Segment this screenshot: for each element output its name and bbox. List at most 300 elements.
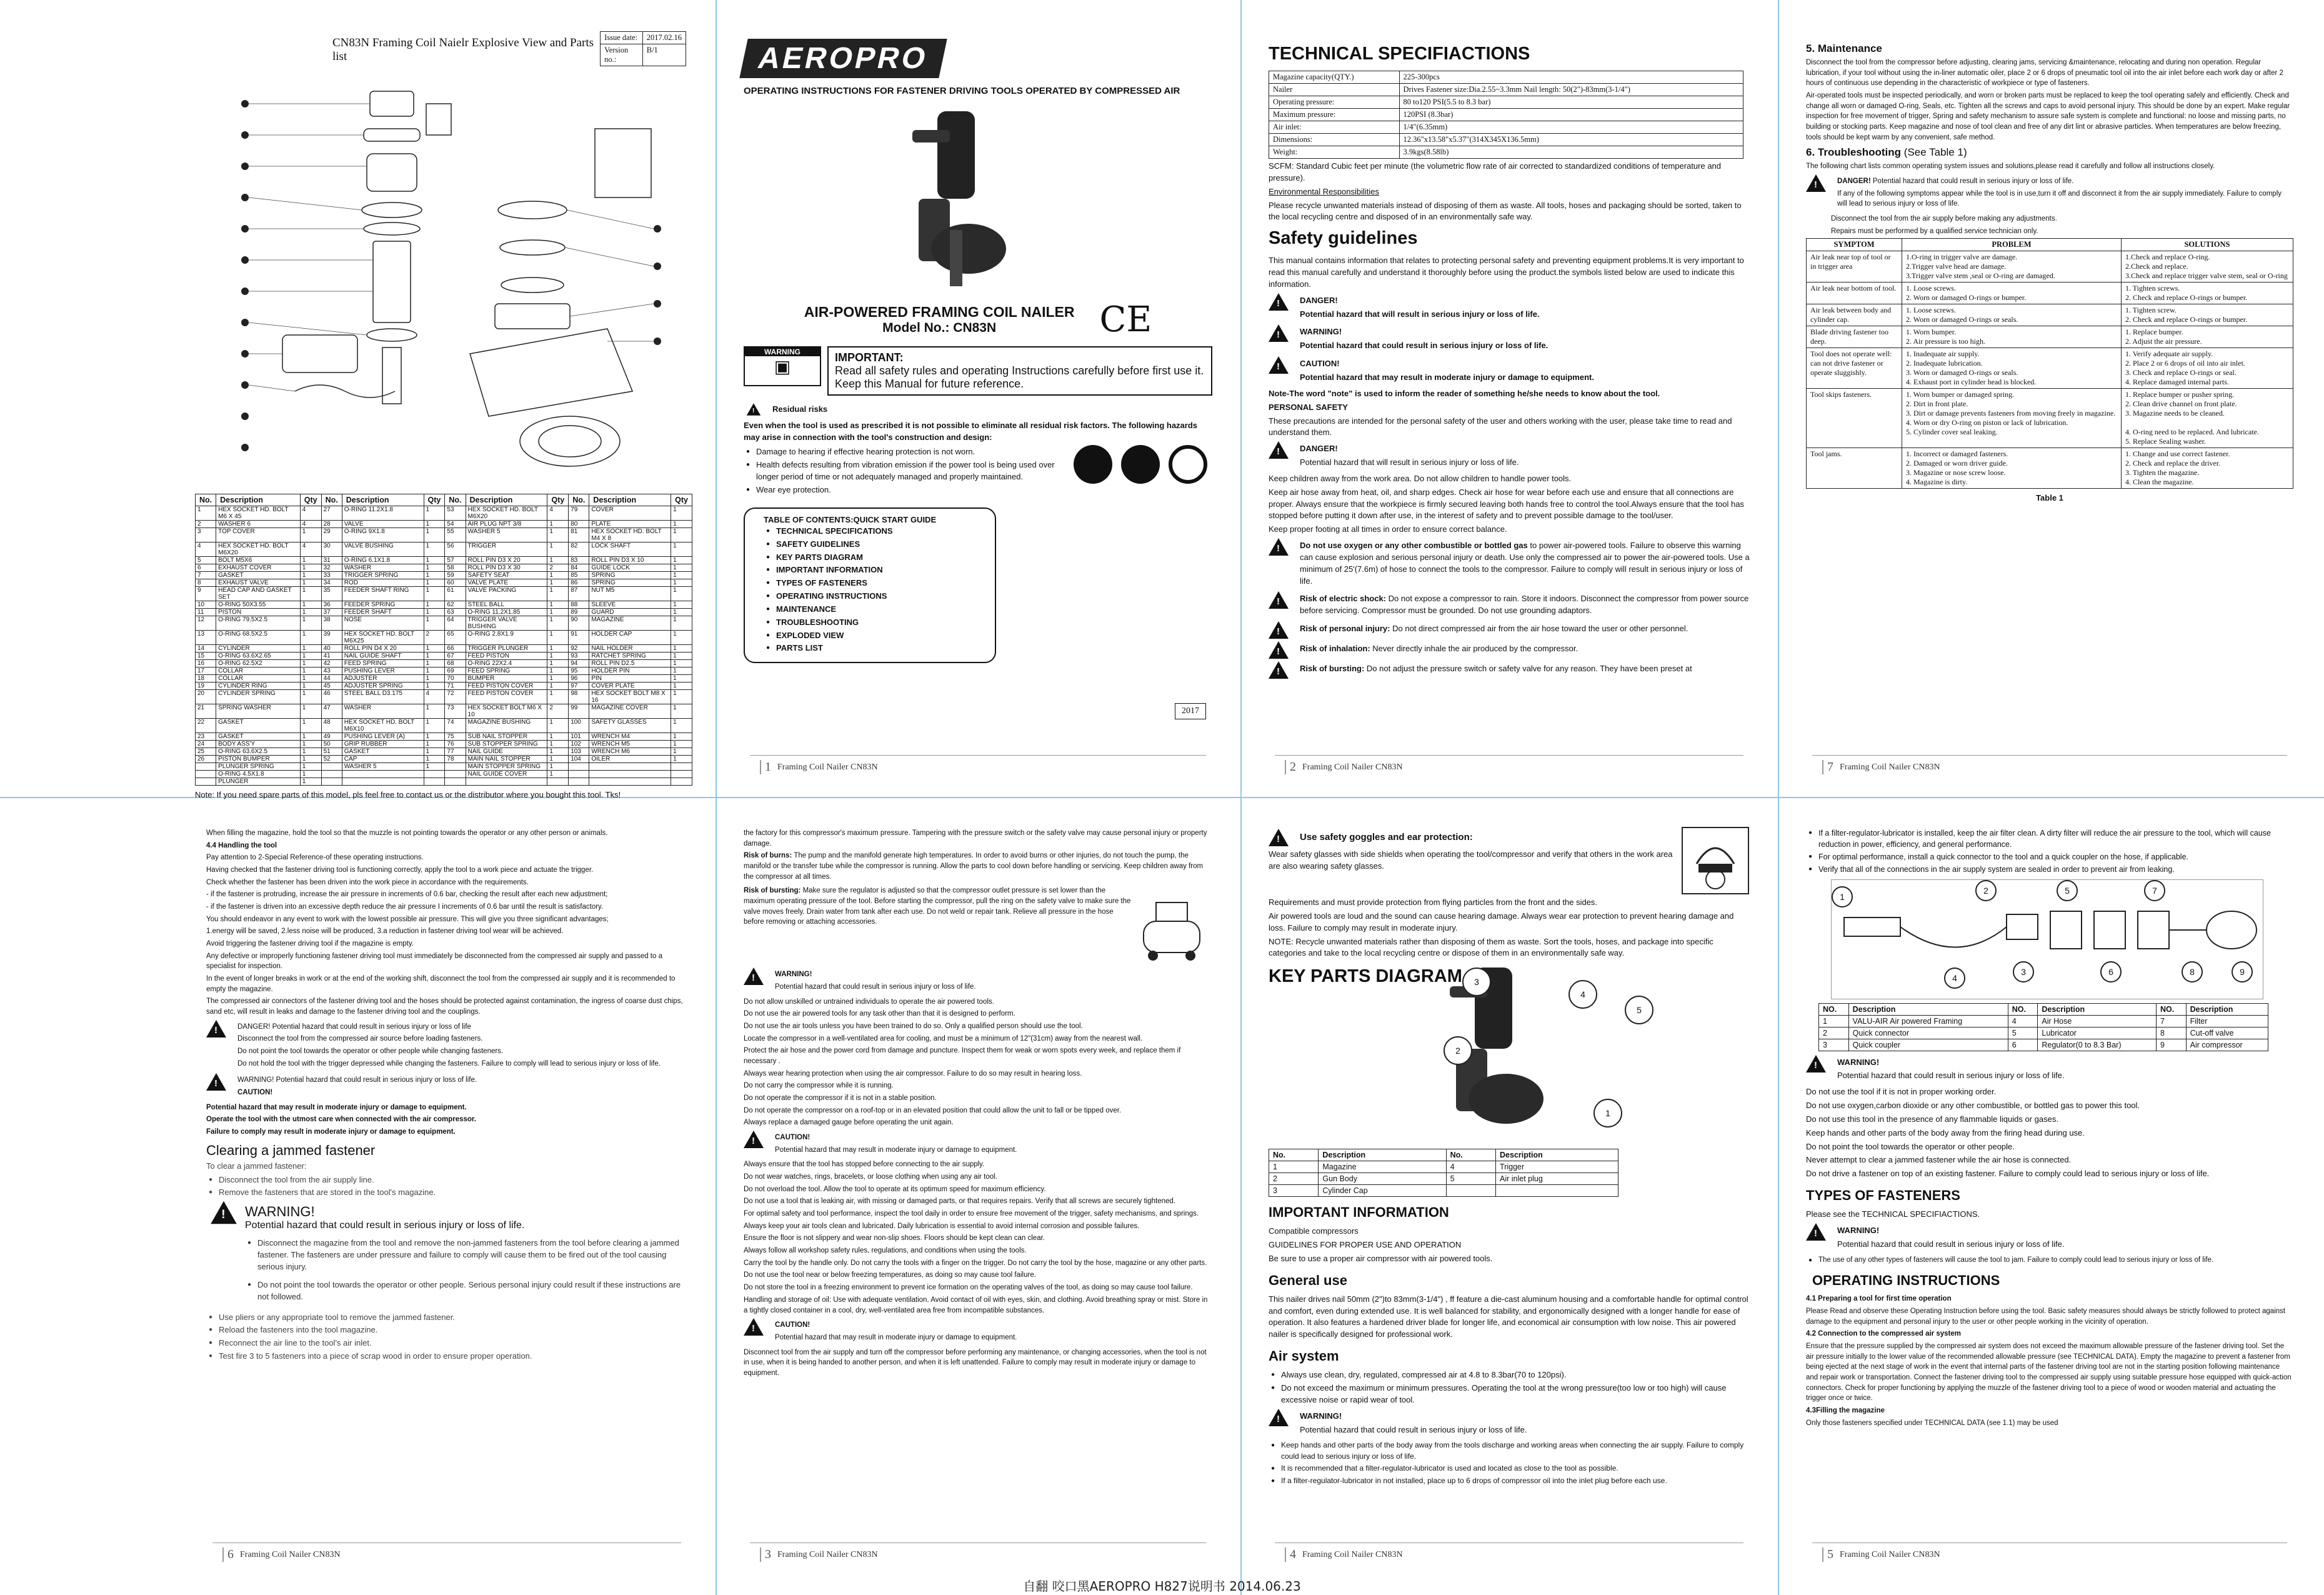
parts-cell: HEX SOCKET HD. BOLT M6X20 — [466, 506, 547, 521]
parts-cell: 87 — [569, 587, 589, 601]
risk-desc: Do not adjust the pressure switch or safety valve for any reason. They have been preset at — [1366, 664, 1692, 674]
parts-cell: 20 — [196, 690, 216, 704]
parts-cell: 1 — [671, 521, 692, 528]
handling-line: 1.energy will be saved, 2.less noise will be produced, 3.a reduction in fastener driving tool wear will be achieved. — [206, 928, 564, 936]
parts-cell: 1 — [424, 506, 445, 521]
parts-cell: 7 — [196, 572, 216, 579]
parts-cell: BUMPER — [466, 675, 547, 682]
handling-top: When filling the magazine, hold the tool so that the muzzle is not pointing towards the operator or any other person or animals. — [206, 829, 608, 837]
parts-cell: 63 — [445, 609, 466, 616]
parts-cell: PUSHING LEVER (A) — [342, 733, 424, 741]
parts-cell: GASKET — [216, 572, 301, 579]
issue-value: 2017.02.16 — [642, 32, 686, 44]
air-bullet: ● Do not exceed the maximum or minimum pressures. Operating the tool at the wrong pressure(too low or too high) will cause excessive noise or rapid wear of tool. — [1269, 1382, 1750, 1406]
callout-3: 3 — [1462, 968, 1491, 996]
parts-cell: 38 — [321, 616, 342, 631]
parts-cell: NAIL GUIDE COVER — [466, 771, 547, 778]
spec-row — [1269, 84, 1743, 96]
risk-desc: Never directly inhale the air produced by the compressor. — [1372, 644, 1578, 654]
parts-cell: O-RING 63.6X2.5 — [216, 748, 301, 756]
danger-label: DANGER! — [1300, 295, 1338, 305]
parts-cell: HEX SOCKET BOLT M8 X 16 — [589, 690, 671, 704]
parts-cell: SPRING WASHER — [216, 704, 301, 719]
parts-cell: 1 — [547, 587, 569, 601]
safety-top: the factory for this compressor's maximum pressure. Tampering with the pressure switch or the safety valve may cause personal injury or property damage. — [744, 829, 1207, 848]
parts-cell: STEEL BALL D3.175 — [342, 690, 424, 704]
warning-text: Potential hazard that could result in serious injury or loss of life. — [1837, 1071, 2065, 1081]
parts-cell: 83 — [569, 557, 589, 564]
parts-cell: 23 — [196, 733, 216, 741]
parts-row — [196, 763, 692, 771]
parts-cell: EXHAUST VALVE — [216, 579, 301, 587]
parts-cell: ROLL PIN D3 X 20 — [466, 557, 547, 564]
key-col-no: No. — [1269, 1149, 1319, 1161]
parts-cell: MAGAZINE — [589, 616, 671, 631]
callout-5: 5 — [1625, 996, 1653, 1024]
safety-line: Handling and storage of oil: Use with adequate ventilation. Avoid contact of oil with eyes, skin, and clothing. Avoid breathing spray or mist. Store in a tightly closed container in a cool, dry, well-ventilated area free from incompatible substances. — [744, 1296, 1208, 1314]
spec-label: Nailer — [1269, 84, 1400, 96]
trouble-row — [1807, 389, 2293, 448]
info-line: GUIDELINES FOR PROPER USE AND OPERATION — [1269, 1240, 1462, 1250]
risk-label: Risk of electric shock: — [1300, 594, 1386, 604]
env-text: Please recycle unwanted materials instead of disposing of them as waste. All tools, hoses and packaging should be sorted, taken to the local recycling centre and disposed of in an environmentally safe way. — [1269, 200, 1742, 222]
parts-cell: 1 — [300, 660, 321, 668]
goggles-text: Wear safety glasses with side shields when operating the tool/compressor and verify that others in the work area are also wearing safety glasses. — [1269, 849, 1673, 871]
fittings-bullet: ● Verify that all of the connections in the air supply system are sealed in order to prevent air from leaking. — [1806, 864, 2293, 875]
ce-mark: CE — [1099, 299, 1152, 340]
parts-row — [196, 741, 692, 748]
diag-col: NO. — [1819, 1003, 1849, 1015]
safety-line: Always follow all workshop safety rules, regulations, and conditions when using the tools. — [744, 1247, 1027, 1255]
parts-cell: 74 — [445, 719, 466, 733]
parts-cell: 1 — [671, 668, 692, 675]
exploded-view-drawing — [195, 66, 692, 491]
parts-cell: 62 — [445, 601, 466, 609]
parts-cell: 97 — [569, 682, 589, 690]
parts-cell: 1 — [300, 733, 321, 741]
handling-line: Having checked that the fastener driving tool is functioning correctly, apply the tool to a work piece and actuate the trigger. — [206, 866, 594, 874]
parts-cell: 4 — [547, 506, 569, 521]
parts-cell: 5 — [196, 557, 216, 564]
parts-cell: RATCHET SPRING — [589, 652, 671, 660]
no-misuse-icon — [1169, 445, 1207, 484]
caution-text: Potential hazard that may result in moderate injury or damage to equipment. — [1300, 372, 1594, 382]
parts-cell: 65 — [445, 631, 466, 645]
parts-cell — [196, 771, 216, 778]
parts-row — [196, 704, 692, 719]
parts-cell: COLLAR — [216, 668, 301, 675]
operating-line: Do not use this tool in the presence of any flammable liquids or gases. — [1806, 1114, 2058, 1124]
danger-icon — [1806, 174, 1826, 192]
parts-cell: 92 — [569, 645, 589, 652]
parts-cell: O-RING 68.5X2.5 — [216, 631, 301, 645]
footer-text: Framing Coil Nailer CN83N — [240, 1549, 341, 1559]
parts-col-qty: Qty — [300, 494, 321, 506]
parts-cell: 1 — [671, 748, 692, 756]
parts-cell: 1 — [547, 763, 569, 771]
diag-cell: Quick connector — [1848, 1027, 2008, 1039]
parts-cell: GASKET — [216, 733, 301, 741]
parts-cell: 11 — [196, 609, 216, 616]
safety-line: Do not wear watches, rings, bracelets, or loose clothing when using any air tool. — [744, 1173, 997, 1181]
risk-row — [1269, 641, 1750, 659]
goggles-line: NOTE: Recycle unwanted materials rather than disposing of them as waste. Sort the tools, hoses, and package into specific categories and take to the local recycling centre or dispose of them in an environmentally safe way. — [1269, 936, 1713, 958]
parts-cell: 43 — [321, 668, 342, 675]
parts-cell: 15 — [196, 652, 216, 660]
parts-row — [196, 668, 692, 675]
parts-cell: MAIN STOPPER SPRING — [466, 763, 547, 771]
burns-text: The pump and the manifold generate high temperatures. In order to avoid burns or other injuries, do not touch the pump, the manifold or the transfer tube while the compressor is running. Allow the parts to cool down before handling or servicing. Keep children away from the compressor at all times. — [744, 852, 1204, 881]
parts-cell — [589, 778, 671, 786]
parts-cell: PLUNGER SPRING — [216, 763, 301, 771]
parts-cell: 1 — [671, 675, 692, 682]
parts-cell: SUB STOPPER SPRING — [466, 741, 547, 748]
parts-cell: 32 — [321, 564, 342, 572]
parts-cell: 50 — [321, 741, 342, 748]
parts-cell: 1 — [671, 528, 692, 542]
handling-lines — [206, 865, 687, 1018]
parts-cell: FEEDER SHAFT — [342, 609, 424, 616]
parts-cell: BODY ASS'Y — [216, 741, 301, 748]
parts-cell: 86 — [569, 579, 589, 587]
parts-cell: O-RING 6.1X1.8 — [342, 557, 424, 564]
key-cell — [1496, 1185, 1618, 1197]
caution-label: CAUTION! — [775, 1321, 810, 1329]
spec-row — [1269, 134, 1743, 146]
parts-cell: O-RING 62.5X2 — [216, 660, 301, 668]
parts-cell: HEAD CAP AND GASKET SET — [216, 587, 301, 601]
spec-value: 12.36"x13.58"x5.37"(314X345X136.5mm) — [1399, 134, 1743, 146]
parts-cell: HEX SOCKET BOLT M6 X 10 — [466, 704, 547, 719]
air-title: Air system — [1269, 1348, 1339, 1364]
parts-cell: 1 — [671, 587, 692, 601]
parts-cell: 1 — [547, 616, 569, 631]
parts-cell: 1 — [671, 741, 692, 748]
jam-warning-label: WARNING! — [245, 1204, 315, 1220]
safety-line: Do not operate the compressor if it is not in a stable position. — [744, 1094, 937, 1102]
parts-cell: PLATE — [589, 521, 671, 528]
parts-cell: MAIN NAIL STOPPER — [466, 756, 547, 763]
parts-cell: 52 — [321, 756, 342, 763]
parts-cell: 82 — [569, 542, 589, 557]
parts-cell: 1 — [300, 741, 321, 748]
risk-lines — [1269, 591, 1750, 679]
parts-cell: 1 — [424, 645, 445, 652]
caution-label: CAUTION! — [237, 1089, 273, 1097]
trouble-row — [1807, 448, 2293, 489]
parts-cell: 1 — [424, 733, 445, 741]
handling-line: - if the fastener is driven into an excessive depth reduce the air pressure I increments of 0.6 bar until the result is satisfactory. — [206, 903, 604, 911]
troubleshooting-intro: The following chart lists common operating system issues and solutions,please read it carefully and follow all instructions closely. — [1806, 162, 2215, 171]
parts-cell: 4 — [300, 542, 321, 557]
parts-cell: 1 — [547, 682, 569, 690]
air-system-table — [1818, 1003, 2268, 1051]
parts-cell: VALVE — [342, 521, 424, 528]
parts-cell: 1 — [300, 748, 321, 756]
parts-cell: 66 — [445, 645, 466, 652]
parts-cell: 1 — [300, 704, 321, 719]
nailer-image — [894, 105, 1019, 292]
parts-cell: 1 — [300, 601, 321, 609]
handling-title: 4.4 Handling the tool — [206, 841, 277, 849]
trouble-row — [1807, 304, 2293, 326]
diag-cell: Air Hose — [2038, 1015, 2157, 1027]
parts-cell: 2 — [547, 564, 569, 572]
diagram-num-6: 6 — [2100, 961, 2122, 982]
parts-cell — [424, 778, 445, 786]
toc-item: ● MAINTENANCE — [764, 604, 976, 616]
issue-box — [600, 31, 686, 66]
diag-row — [1819, 1039, 2268, 1051]
op-step-text: Please Read and observe these Operating Instruction before using the tool. Basic safety measures should always be strictly followed to protect against damage to the equipment and personal injury to the user or other people working in the vicinity of operation. — [1806, 1307, 2286, 1326]
jam-warning-item: ● Do not point the tool towards the operator or other people. Serious personal injury could result if these instructions are not followed. — [245, 1279, 687, 1303]
caution-text: Operate the tool with the utmost care when connected with the air compressor. — [206, 1116, 476, 1124]
parts-cell: SLEEVE — [589, 601, 671, 609]
problem-cell: 1. Worn bumper. 2. Air pressure is too high. — [1902, 326, 2122, 348]
parts-cell: 28 — [321, 521, 342, 528]
parts-cell: 1 — [300, 690, 321, 704]
parts-cell: 1 — [424, 564, 445, 572]
parts-cell: LOCK SHAFT — [589, 542, 671, 557]
parts-cell: VALVE BUSHING — [342, 542, 424, 557]
callout-2: 2 — [1444, 1036, 1472, 1065]
maintenance-text: Air-operated tools must be inspected periodically, and worn or broken parts must be replaced to keep the tool operating safely and efficiently. Check and change all worn or damaged O-ring, Seals, etc. Tighten all the screws and caps to avoid personal injury. This should be done by an expert. Make regular inspection for free movement of trigger, Spring and safety mechanism to assure safe system is complete and functional: no loose and missing parts, no building or stocking parts. Keep magazine and nose of tool clean and free of any dirt lint or abrasive particles. When temperatures are below freezing, tools should be kept warm by any convenient, safe method. — [1806, 92, 2290, 141]
safety-title: Safety guidelines — [1269, 228, 1418, 249]
personal-safety-text: These precautions are intended for the personal safety of the user and others working with the user, please take time to read and understand them. — [1269, 416, 1732, 438]
trouble-row — [1807, 282, 2293, 304]
parts-cell: 17 — [196, 668, 216, 675]
safety-line: For optimal safety and tool performance, inspect the tool daily in order to ensure free movement of the trigger, safety mechanisms, and springs. — [744, 1210, 1199, 1218]
tech-specs-title: TECHNICAL SPECIFIACTIONS — [1269, 44, 1530, 64]
danger-text: Disconnect the tool from the compressed air source before loading fasteners. — [237, 1035, 483, 1043]
safety-line: Always keep your air tools clean and lubricated. Daily lubrication is essential to avoid internal corrosion and possible failures. — [744, 1222, 1140, 1230]
toc-title: TABLE OF CONTENTS:QUICK START GUIDE — [764, 514, 937, 524]
handling-line: The compressed air connectors of the fastener driving tool and the hoses should be protected against contamination, the ingress of coarse dust chips, sand etc, will result in leaks and damage to the fastener driving tool and the couplings. — [206, 998, 683, 1016]
toc-item: ● EXPLODED VIEW — [764, 630, 976, 642]
parts-cell: 1 — [671, 645, 692, 652]
parts-cell: 1 — [671, 557, 692, 564]
parts-cell: 1 — [424, 609, 445, 616]
caution-label: CAUTION! — [1300, 359, 1340, 369]
solution-cell: 1. Change and use correct fastener. 2. Check and replace the driver. 3. Tighten the magazine. 4. Clean the magazine. — [2121, 448, 2293, 489]
parts-cell: 1 — [547, 668, 569, 675]
parts-cell: 73 — [445, 704, 466, 719]
toc-item: ● OPERATING INSTRUCTIONS — [764, 591, 976, 602]
safety-line: Do not use the air powered tools for any task other than that it is designed to perform. — [744, 1010, 1015, 1018]
general-title: General use — [1269, 1272, 1347, 1288]
important-title: IMPORTANT: — [835, 351, 904, 364]
operating-line: Never attempt to clear a jammed fastener while the air hose is connected. — [1806, 1155, 2072, 1165]
operating-line: Keep hands and other parts of the body away from the firing head during use. — [1806, 1128, 2085, 1138]
parts-cell: 1 — [300, 557, 321, 564]
parts-cell: SUB NAIL STOPPER — [466, 733, 547, 741]
parts-row — [196, 521, 692, 528]
spec-label: Air inlet: — [1269, 121, 1400, 134]
parts-row — [196, 564, 692, 572]
key-col-desc: Description — [1319, 1149, 1446, 1161]
parts-cell — [321, 771, 342, 778]
parts-cell: 102 — [569, 741, 589, 748]
parts-cell: 1 — [671, 601, 692, 609]
parts-cell: 1 — [547, 741, 569, 748]
parts-cell: PISTON BUMPER — [216, 756, 301, 763]
parts-cell: 26 — [196, 756, 216, 763]
diag-cell: Lubricator — [2038, 1027, 2157, 1039]
safety-continued-panel — [725, 812, 1231, 1572]
parts-row — [196, 645, 692, 652]
parts-cell: 4 — [300, 521, 321, 528]
parts-cell: ROLL PIN D2.5 — [589, 660, 671, 668]
parts-cell: 1 — [547, 771, 569, 778]
callout-4: 4 — [1568, 980, 1597, 1009]
parts-cell: 46 — [321, 690, 342, 704]
spec-value: 80 to120 PSI(5.5 to 8.3 bar) — [1399, 96, 1743, 109]
air-bullet: ● Always use clean, dry, regulated, compressed air at 4.8 to 8.3bar(70 to 120psi). — [1269, 1369, 1750, 1381]
op-step-title: 4.1 Preparing a tool for first time operation — [1806, 1295, 1952, 1303]
warning-icon — [1269, 324, 1289, 342]
parts-cell: 2 — [547, 704, 569, 719]
parts-cell: 1 — [300, 675, 321, 682]
parts-cell: 42 — [321, 660, 342, 668]
spec-label: Weight: — [1269, 146, 1400, 159]
diag-col: NO. — [2156, 1003, 2186, 1015]
col-solutions: SOLUTIONS — [2121, 239, 2293, 251]
diag-row — [1819, 1015, 2268, 1027]
warning-icon — [1269, 1409, 1289, 1426]
maintenance-text: Disconnect the tool from the compressor before adjusting, clearing jams, servicing &maintenance, relocating and during non operation. Regular lubrication, if your tool without using the in-liner automatic oiler, place 2 or 6 drops of pneumatic tool oil into the air inlet before each work day or after 2 hours of continuous use depending in the characteristic of workpiece or type of fasteners. — [1806, 59, 2283, 88]
parts-cell: 69 — [445, 668, 466, 675]
goggles-title: Use safety goggles and ear protection: — [1300, 832, 1473, 842]
parts-cell: ROLL PIN D4 X 20 — [342, 645, 424, 652]
caution-text: Failure to comply may result in moderate injury or damage to equipment. — [206, 1128, 456, 1136]
parts-row — [196, 601, 692, 609]
trouble-row — [1807, 348, 2293, 389]
operating-lines — [1806, 1086, 2293, 1180]
op-step-text: Ensure that the pressure supplied by the compressed air system does not exceed the maximum allowable pressure of the fastener driving tool. Set the air pressure initially to the lower value of the recommended allowable pressure (see TECHNICAL DATA). Empty the magazine to prevent a fastener from being ejected at the next stage of work in the event that internal parts of the fastener driving tool are not in the starting position following maintenance and repair work or transportation. Connect the fastener driving tool to the compressed air supply using suitable pressure hose equipped with quick-action connectors. Check for proper functioning by applying the muzzle of the fastener driving tool to a piece of wood or wooden material and actuating the trigger once or twice. — [1806, 1342, 2292, 1402]
parts-cell: 1 — [300, 763, 321, 771]
page-number: 3 — [760, 1548, 771, 1562]
parts-cell: 16 — [196, 660, 216, 668]
parts-cell: PISTON — [216, 609, 301, 616]
parts-cell: 54 — [445, 521, 466, 528]
air-bullet: ● If a filter-regulator-lubricator in not installed, place up to 6 drops of compressor oil into the inlet plug before each use. — [1269, 1476, 1750, 1486]
exploded-view-panel — [187, 25, 700, 799]
key-cell: Air inlet plug — [1496, 1173, 1618, 1185]
footer-text: Framing Coil Nailer CN83N — [1840, 762, 1940, 772]
parts-cell — [445, 763, 466, 771]
parts-cell: 1 — [547, 652, 569, 660]
parts-cell: 1 — [671, 690, 692, 704]
parts-cell: ROLL PIN D3 X 10 — [589, 557, 671, 564]
risk-row — [1269, 621, 1750, 639]
handling-line: Any defective or improperly functioning fastener driving tool must immediately be disconnected from the compressed air supply and passed to a specialist for inspection. — [206, 952, 662, 971]
operating-line: Do not use oxygen,carbon dioxide or any other combustible, or bottled gas to power this tool. — [1806, 1101, 2140, 1111]
parts-cell: 1 — [424, 719, 445, 733]
diag-col: NO. — [2008, 1003, 2038, 1015]
bursting-text: Make sure the regulator is adjusted so that the compressor outlet pressure is set lower than the maximum operating pressure of the tool. Before starting the compressor, pull the ring on the safety valve to make sure the valve moves freely. Drain water from tank after each use. Do not weld or repair tank. Relieve all pressure in the hose before removing or attaching accessories. — [744, 887, 1131, 926]
page-number: 4 — [1285, 1548, 1296, 1562]
parts-cell: SPRING — [589, 572, 671, 579]
parts-cell: 101 — [569, 733, 589, 741]
specs-table — [1269, 71, 1743, 159]
parts-cell: 1 — [671, 682, 692, 690]
parts-cell: HEX SOCKET HD. BOLT M6X25 — [342, 631, 424, 645]
parts-cell: 1 — [424, 579, 445, 587]
parts-cell: 90 — [569, 616, 589, 631]
parts-row — [196, 682, 692, 690]
parts-cell — [547, 778, 569, 786]
goggles-line: Air powered tools are loud and the sound can cause hearing damage. Always wear ear protection to prevent hearing damage and loss. Failure to comply may result in moderate injury. — [1269, 911, 1734, 932]
parts-cell: 34 — [321, 579, 342, 587]
handling-line: Avoid triggering the fastener driving tool if the magazine is empty. — [206, 940, 414, 948]
parts-cell: 57 — [445, 557, 466, 564]
fastener-types-bullet: ● The use of any other types of fasteners will cause the tool to jam. Failure to comply could lead to serious injury or loss of life. — [1806, 1255, 2293, 1266]
oxygen-title: Do not use oxygen or any other combustible or bottled gas — [1300, 541, 1528, 551]
fittings-bullet: ● If a filter-regulator-lubricator is installed, keep the air filter clean. A dirty filter will reduce the air pressure to the tool, which will cause reduction in power, efficiency, and general performance. — [1806, 828, 2293, 850]
warning-icon — [211, 1201, 237, 1224]
fastener-types-text: Please see the TECHNICAL SPECIFIACTIONS. — [1806, 1209, 1980, 1219]
parts-cell: 1 — [424, 741, 445, 748]
parts-cell: 56 — [445, 542, 466, 557]
op-step-title: 4.3Filling the magazine — [1806, 1407, 1885, 1415]
parts-col-desc: Description — [342, 494, 424, 506]
parts-cell: 1 — [671, 756, 692, 763]
oxygen-text: to power air-powered tools. Failure to observe this warning can cause explosion and serious personal injury or death. Use only the compressed air to power the air-powered tools. Use a minimum of 25'(7.6m) of hose to connect the tools to the compressor. Failure to comply will result in serious injury or loss of life. — [1300, 541, 1750, 586]
parts-cell: 1 — [300, 572, 321, 579]
troubleshooting-sub: (See Table 1) — [1903, 146, 1967, 159]
safety-line: Always wear hearing protection when using the air compressor. Failure to do so may result in hearing loss. — [744, 1069, 1082, 1078]
parts-row — [196, 719, 692, 733]
parts-cell: 1 — [547, 521, 569, 528]
jam-step: ● Remove the fasteners that are stored in the tool's magazine. — [206, 1187, 687, 1199]
jam-after-item: ● Reconnect the air line to the tool's air inlet. — [206, 1338, 687, 1349]
parts-cell: 60 — [445, 579, 466, 587]
parts-cell: 88 — [569, 601, 589, 609]
page-number: 7 — [1822, 760, 1833, 774]
safety-lines — [744, 997, 1212, 1128]
parts-cell: 1 — [424, 668, 445, 675]
sheet-caption: 自翻 咬口黑AEROPRO H827说明书 2014.06.23 — [1023, 1579, 1301, 1594]
warning-text: Potential hazard that could result in serious injury or loss of life. — [1300, 341, 1549, 351]
troubleshooting-note: If any of the following symptoms appear while the tool is in use,turn it off and disconnect it from the air supply immediately. Failure to comply will lead to serious injury or loss of life. — [1837, 189, 2282, 208]
safety-line: Do not carry the compressor while it is running. — [744, 1082, 894, 1090]
parts-cell: TOP COVER — [216, 528, 301, 542]
maintenance-title: 5. Maintenance — [1806, 42, 1882, 54]
parts-cell: SAFETY GLASSES — [589, 719, 671, 733]
parts-cell: 1 — [671, 506, 692, 521]
risk-row — [1269, 661, 1750, 679]
parts-cell: 44 — [321, 675, 342, 682]
ear-protection-icon — [1074, 445, 1112, 484]
parts-cell: 19 — [196, 682, 216, 690]
page-number: 1 — [760, 760, 771, 774]
parts-cell: 1 — [547, 690, 569, 704]
parts-note: Note: If you need spare parts of this model, pls feel free to contact us or the distributor where you bought this tool. Tks! — [195, 790, 621, 799]
parts-cell — [569, 778, 589, 786]
parts-cell: 1 — [300, 778, 321, 786]
parts-cell: PLUNGER — [216, 778, 301, 786]
parts-cell: 39 — [321, 631, 342, 645]
parts-cell: HEX SOCKET HD. BOLT M6X20 — [216, 542, 301, 557]
risk-icon — [1269, 621, 1289, 639]
spec-value: 1/4"(6.35mm) — [1399, 121, 1743, 134]
parts-cell: 1 — [547, 579, 569, 587]
parts-cell: 40 — [321, 645, 342, 652]
caution-text: Potential hazard that may result in moderate injury or damage to equipment. — [775, 1146, 1017, 1154]
parts-cell: 1 — [547, 756, 569, 763]
danger-icon — [1269, 441, 1289, 459]
danger-text: Do not point the tool towards the operator or other people while changing fasteners. — [237, 1048, 504, 1056]
